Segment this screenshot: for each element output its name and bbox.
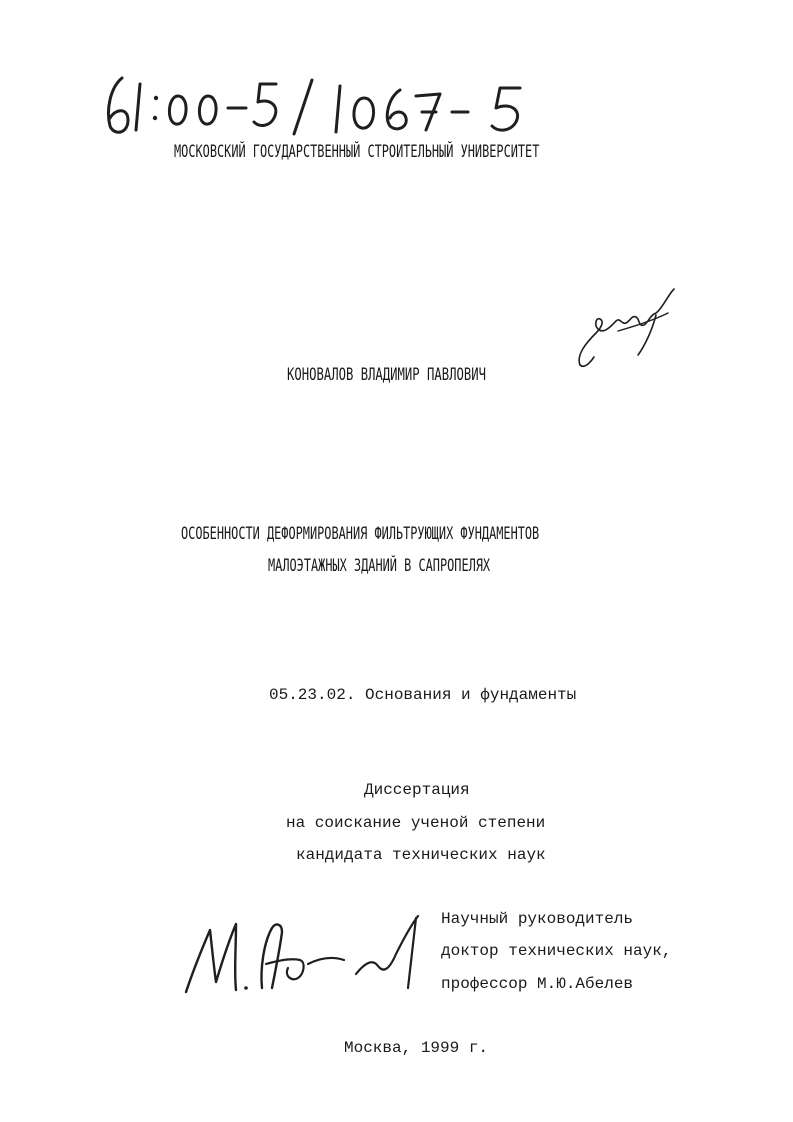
advisor-label: Научный руководитель: [441, 910, 634, 928]
university-name: МОСКОВСКИЙ ГОСУДАРСТВЕННЫЙ СТРОИТЕЛЬНЫЙ УНИВЕРСИТЕТ: [174, 142, 540, 162]
dissertation-label: Диссертация: [364, 781, 470, 799]
advisor-name: профессор М.Ю.Абелев: [441, 975, 634, 993]
degree-line: на соискание ученой степени: [286, 814, 546, 832]
city-year: Москва, 1999 г.: [344, 1039, 489, 1057]
author-name: КОНОВАЛОВ ВЛАДИМИР ПАВЛОВИЧ: [287, 365, 486, 385]
dissertation-title-line-1: ОСОБЕННОСТИ ДЕФОРМИРОВАНИЯ ФИЛЬТРУЮЩИХ ФУНДАМЕНТОВ: [181, 524, 540, 544]
advisor-signature: [180, 908, 435, 998]
dissertation-title-line-2: МАЛОЭТАЖНЫХ ЗДАНИЙ В САПРОПЕЛЯХ: [268, 556, 491, 576]
specialty-code: 05.23.02. Основания и фундаменты: [269, 686, 577, 704]
author-signature: [572, 285, 682, 375]
degree-type: кандидата технических наук: [296, 846, 546, 864]
handwritten-archive-code: [100, 70, 540, 140]
advisor-degree: доктор технических наук,: [441, 942, 672, 960]
